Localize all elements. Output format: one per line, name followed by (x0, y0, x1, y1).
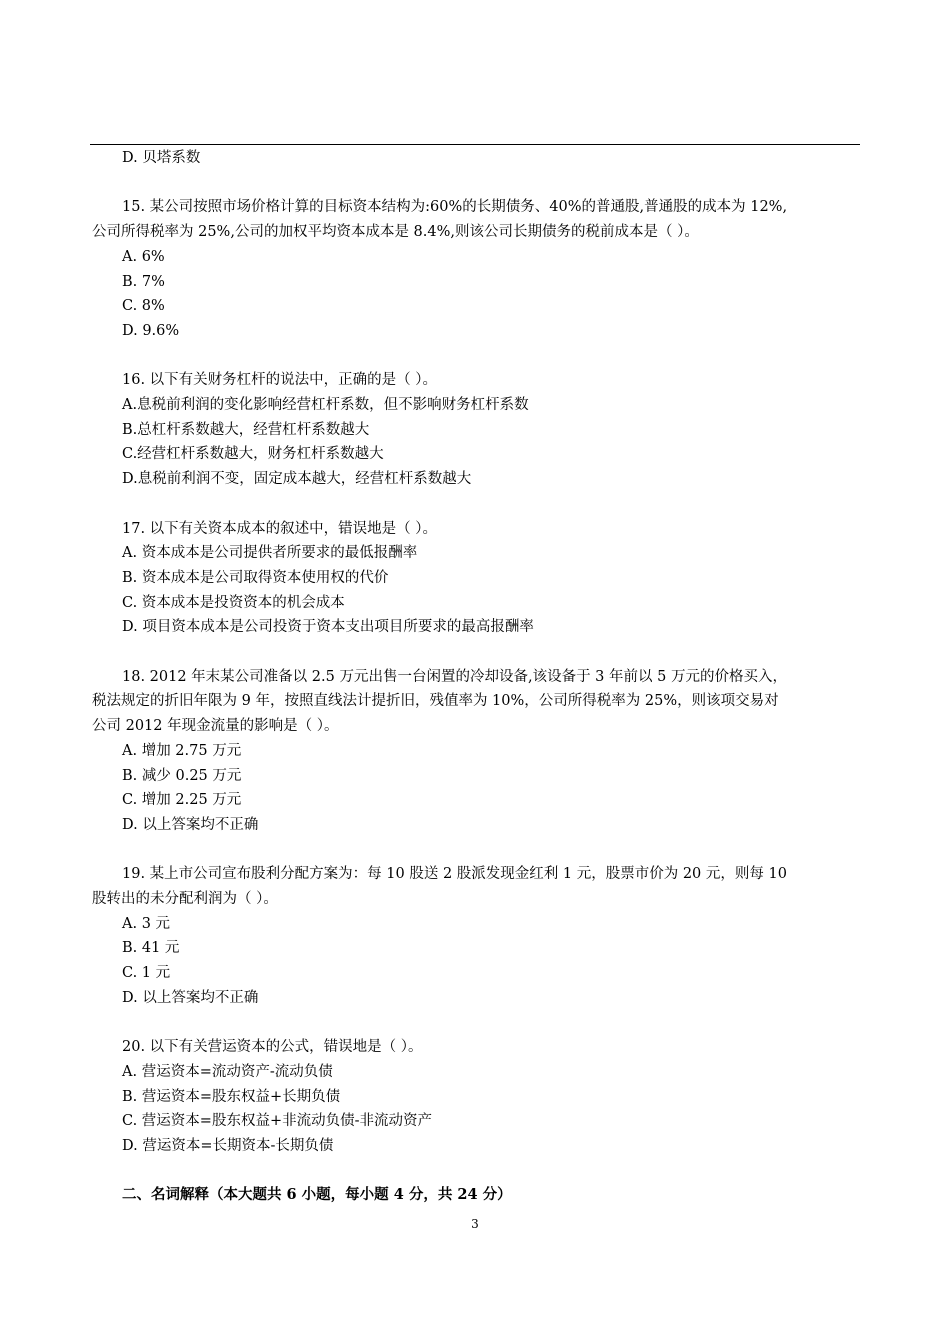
question-18 (92, 665, 860, 838)
question-15-line-2: 公司所得税率为 25%,公司的加权平均资本成本是 8.4%,则该公司长期债务的税前成本是（ ）。 (92, 224, 699, 241)
question-16-option-c: C.经营杠杆系数越大，财务杠杆系数越大 (122, 446, 384, 463)
question-15-option-d: D. 9.6% (122, 322, 180, 339)
question-17-option-a: A. 资本成本是公司提供者所要求的最低报酬率 (122, 545, 418, 562)
question-19-option-b: B. 41 元 (122, 940, 180, 957)
question-15-line-1: 15. 某公司按照市场价格计算的目标资本结构为:60%的长期债务、40%的普通股,普通股的成本为 12%, (122, 199, 788, 216)
question-20-option-d: D. 营运资本=长期资本-长期负债 (122, 1138, 334, 1155)
page-number: 3 (471, 1217, 479, 1231)
header-rule (90, 144, 860, 145)
question-16 (122, 368, 860, 492)
question-17-line-1: 17. 以下有关资本成本的叙述中，错误地是（ ）。 (122, 520, 438, 537)
question-18-option-a: A. 增加 2.75 万元 (122, 742, 242, 759)
question-15 (92, 195, 860, 343)
question-20-line-1: 20. 以下有关营运资本的公式，错误地是（ ）。 (122, 1039, 423, 1056)
question-18-line-1: 18. 2012 年末某公司准备以 2.5 万元出售一台闲置的冷却设备,该设备于 3 年前以 5 万元的价格买入， (122, 668, 787, 685)
question-15-option-a: A. 6% (122, 248, 165, 265)
question-16-option-d: D.息税前利润不变，固定成本越大，经营杠杆系数越大 (122, 471, 472, 488)
question-16-option-b: B.总杠杆系数越大，经营杠杆系数越大 (122, 421, 370, 438)
question-18-option-d: D. 以上答案均不正确 (122, 816, 259, 833)
question-20-option-c: C. 营运资本=股东权益+非流动负债-非流动资产 (122, 1113, 432, 1130)
question-15-option-b: B. 7% (122, 273, 165, 290)
question-17 (122, 517, 860, 641)
question-19-option-d: D. 以上答案均不正确 (122, 989, 259, 1006)
question-18-option-c: C. 增加 2.25 万元 (122, 792, 242, 809)
question-20 (122, 1035, 860, 1159)
question-16-line-1: 16. 以下有关财务杠杆的说法中，正确的是（ ）。 (122, 372, 438, 389)
option-d-continued: D. 贝塔系数 (122, 150, 201, 166)
question-15-option-c: C. 8% (122, 298, 165, 315)
question-16-option-a: A.息税前利润的变化影响经营杠杆系数，但不影响财务杠杆系数 (122, 397, 529, 413)
question-19-option-a: A. 3 元 (122, 915, 171, 932)
question-20-option-a: A. 营运资本=流动资产-流动负债 (122, 1063, 333, 1080)
question-19 (92, 862, 860, 1010)
question-19-line-2: 股转出的未分配利润为（ ）。 (92, 891, 278, 908)
question-19-option-c: C. 1 元 (122, 965, 171, 982)
page-content (92, 146, 860, 1208)
question-17-option-b: B. 资本成本是公司取得资本使用权的代价 (122, 569, 389, 586)
question-17-option-d: D. 项目资本成本是公司投资于资本支出项目所要求的最高报酬率 (122, 619, 534, 636)
section-heading: 二、名词解释（本大题共 6 小题，每小题 4 分，共 24 分） (122, 1186, 512, 1204)
question-20-option-b: B. 营运资本=股东权益+长期负债 (122, 1088, 341, 1105)
question-18-line-2: 税法规定的折旧年限为 9 年，按照直线法计提折旧，残值率为 10%，公司所得税率为 25%，则该项交易对 (92, 693, 779, 710)
question-18-option-b: B. 减少 0.25 万元 (122, 767, 242, 784)
question-19-line-1: 19. 某上市公司宣布股利分配方案为：每 10 股送 2 股派发现金红利 1 元，股票市价为 20 元，则每 10 (122, 866, 787, 883)
question-18-line-3: 公司 2012 年现金流量的影响是（ ）。 (92, 718, 339, 735)
question-17-option-c: C. 资本成本是投资资本的机会成本 (122, 594, 345, 611)
